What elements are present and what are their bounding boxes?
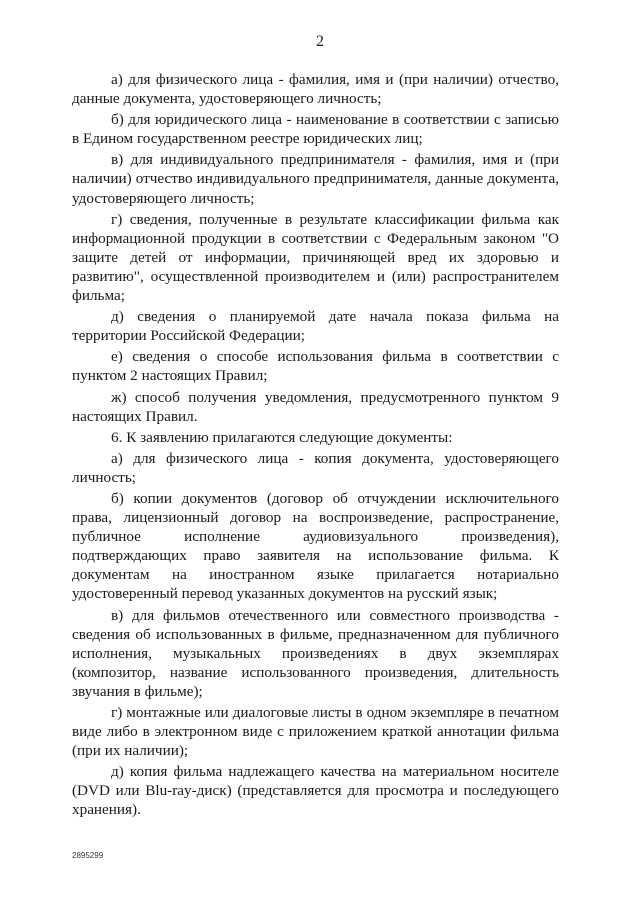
- paragraph-zh-notification: ж) способ получения уведомления, предусмотренного пунктом 9 настоящих Правил.: [72, 388, 559, 425]
- paragraph-a-identity-copy: а) для физического лица - копия документа, удостоверяющего личность;: [72, 449, 559, 486]
- paragraph-b-legal-entity: б) для юридического лица - наименование в соответствии с записью в Едином государственном реестре юридических лиц;: [72, 111, 559, 148]
- paragraph-d-film-copy: д) копия фильма надлежащего качества на материальном носителе (DVD или Blu-ray-диск) (представляется для просмотра и последующего хранения).: [72, 763, 559, 819]
- page-number: 2: [316, 33, 324, 50]
- paragraph-g-classification: г) сведения, полученные в результате классификации фильма как информационной продукции в соответствии с Федеральным законом "О защите детей от информации, причиняющей вред их здоровью и развитию", осуществленной производителем и (или) распространителем фильма;: [72, 210, 559, 305]
- paragraph-b-rights-documents: б) копии документов (договор об отчуждении исключительного права, лицензионный договор на воспроизведение, распространение, публичное исполнение аудиовизуального произведения), подтверждающих право заявителя на использование фильма. К документам на иностранном языке прилагается нотариально удостоверенный перевод указанных документов на русский язык;: [72, 489, 559, 603]
- document-code: 2895299: [72, 851, 104, 860]
- paragraph-e-usage-method: е) сведения о способе использования фильма в соответствии с пунктом 2 настоящих Правил;: [72, 348, 559, 385]
- paragraph-6-attachments: 6. К заявлению прилагаются следующие документы:: [111, 428, 453, 446]
- paragraph-v-entrepreneur: в) для индивидуального предпринимателя - фамилия, имя и (при наличии) отчество индивидуального предпринимателя, данные документа, удостоверяющего личность;: [72, 151, 559, 207]
- paragraph-v-music-info: в) для фильмов отечественного или совместного производства - сведения об использованных в фильме, предназначенном для публичного исполнения, музыкальных произведениях в двух экземплярах (композитор, название использованного произведения, длительность звучания в фильме);: [72, 606, 559, 700]
- paragraph-g-editing-sheets: г) монтажные или диалоговые листы в одном экземпляре в печатном виде либо в электронном виде с приложением краткой аннотации фильма (при их наличии);: [72, 704, 559, 760]
- paragraph-d-show-date: д) сведения о планируемой дате начала показа фильма на территории Российской Федерации;: [72, 308, 559, 345]
- paragraph-a-individual: а) для физического лица - фамилия, имя и (при наличии) отчество, данные документа, удостоверяющего личность;: [72, 71, 559, 108]
- document-body: [72, 70, 559, 822]
